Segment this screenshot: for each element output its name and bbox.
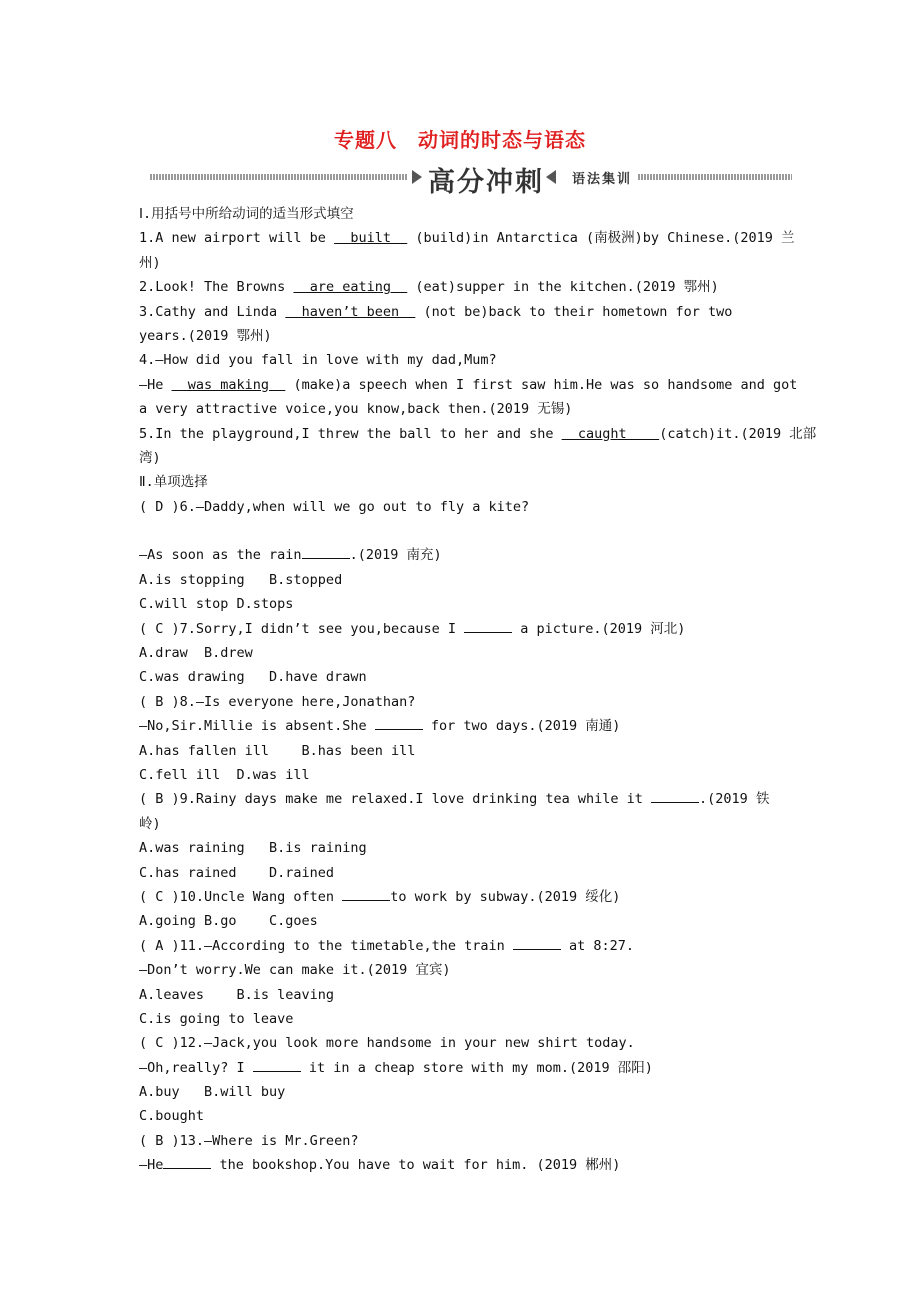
answer-fill: was making xyxy=(171,376,286,393)
question-5: 5.In the playground,I threw the ball to her and she caught (catch)it.(2019 北部 xyxy=(139,425,817,442)
question-1: 1.A new airport will be built (build)in Antarctica (南极洲)by Chinese.(2019 兰 xyxy=(139,230,795,247)
arrow-left-icon xyxy=(546,170,556,184)
answer-blank xyxy=(253,1057,301,1072)
arrow-right-icon xyxy=(412,170,422,184)
options: A.was raining B.is raining xyxy=(139,840,367,857)
question-11-reply: —Don’t worry.We can make it.(2019 宜宾) xyxy=(139,962,451,979)
question-9: ( B )9.Rainy days make me relaxed.I love drinking tea while it .(2019 铁 xyxy=(139,787,789,811)
section-banner xyxy=(150,160,792,196)
question-6: ( D )6.—Daddy,when will we go out to fly a kite? xyxy=(139,498,530,515)
question-4-cont: a very attractive voice,you know,back then.(2019 无锡) xyxy=(139,401,573,418)
answer-fill: caught xyxy=(561,425,660,442)
question-8-stem: —No,Sir.Millie is absent.She for two days.(2019 南通) xyxy=(139,714,789,738)
question-1-cont: 州) xyxy=(139,254,161,271)
question-3: 3.Cathy and Linda haven’t been (not be)back to their hometown for two xyxy=(139,303,733,320)
page-title: 专题八 动词的时态与语态 xyxy=(334,128,586,152)
worksheet-content xyxy=(139,202,817,1178)
options: C.is going to leave xyxy=(139,1010,294,1027)
question-5-cont: 湾) xyxy=(139,449,161,466)
banner-stripes-left xyxy=(150,174,408,180)
options: A.going B.go C.goes xyxy=(139,913,318,930)
answer-blank xyxy=(163,1154,211,1169)
question-4: 4.—How did you fall in love with my dad,Mum? xyxy=(139,352,497,369)
answer-blank xyxy=(513,935,561,950)
answer-fill: built xyxy=(334,230,408,247)
question-13: ( B )13.—Where is Mr.Green? xyxy=(139,1132,359,1149)
answer-blank xyxy=(302,544,350,559)
question-12-stem: —Oh,really? I it in a cheap store with my mom.(2019 邵阳) xyxy=(139,1056,789,1080)
options: A.has fallen ill B.has been ill xyxy=(139,742,416,759)
options: A.draw B.drew xyxy=(139,645,253,662)
answer-blank xyxy=(342,886,390,901)
answer-blank xyxy=(375,715,423,730)
question-9-cont: 岭) xyxy=(139,815,161,832)
options: A.leaves B.is leaving xyxy=(139,986,335,1003)
question-7: ( C )7.Sorry,I didn’t see you,because I a picture.(2019 河北) xyxy=(139,617,789,641)
answer-fill: haven’t been xyxy=(285,303,416,320)
options: C.bought xyxy=(139,1108,205,1125)
question-4-answer-line: —He was making (make)a speech when I first saw him.He was so handsome and got xyxy=(139,376,798,393)
options: A.buy B.will buy xyxy=(139,1084,286,1101)
banner-stripes-right xyxy=(638,174,792,180)
answer-fill: are eating xyxy=(293,279,408,296)
question-6-stem: —As soon as the rain .(2019 南充) xyxy=(139,543,789,567)
question-10: ( C )10.Uncle Wang often to work by subway.(2019 绥化) xyxy=(139,885,789,909)
options: C.fell ill D.was ill xyxy=(139,766,310,783)
options: C.has rained D.rained xyxy=(139,864,335,881)
question-13-stem: —He the bookshop.You have to wait for him. (2019 郴州) xyxy=(139,1153,789,1177)
question-8: ( B )8.—Is everyone here,Jonathan? xyxy=(139,693,416,710)
options: A.is stopping B.stopped xyxy=(139,571,343,588)
section-heading: Ⅱ.单项选择 xyxy=(139,474,208,491)
options: C.will stop D.stops xyxy=(139,596,294,613)
section-heading: Ⅰ.用括号中所给动词的适当形式填空 xyxy=(139,206,354,222)
question-11: ( A )11.—According to the timetable,the train at 8:27. xyxy=(139,934,789,958)
banner-subtitle: 语法集训 xyxy=(572,172,633,187)
answer-blank xyxy=(464,618,512,633)
answer-blank xyxy=(651,788,699,803)
question-3-cont: years.(2019 鄂州) xyxy=(139,327,272,344)
question-2: 2.Look! The Browns are eating (eat)supper in the kitchen.(2019 鄂州) xyxy=(139,279,719,296)
banner-title: 高分冲刺 xyxy=(428,167,544,198)
options: C.was drawing D.have drawn xyxy=(139,669,367,686)
question-12: ( C )12.—Jack,you look more handsome in your new shirt today. xyxy=(139,1035,635,1052)
